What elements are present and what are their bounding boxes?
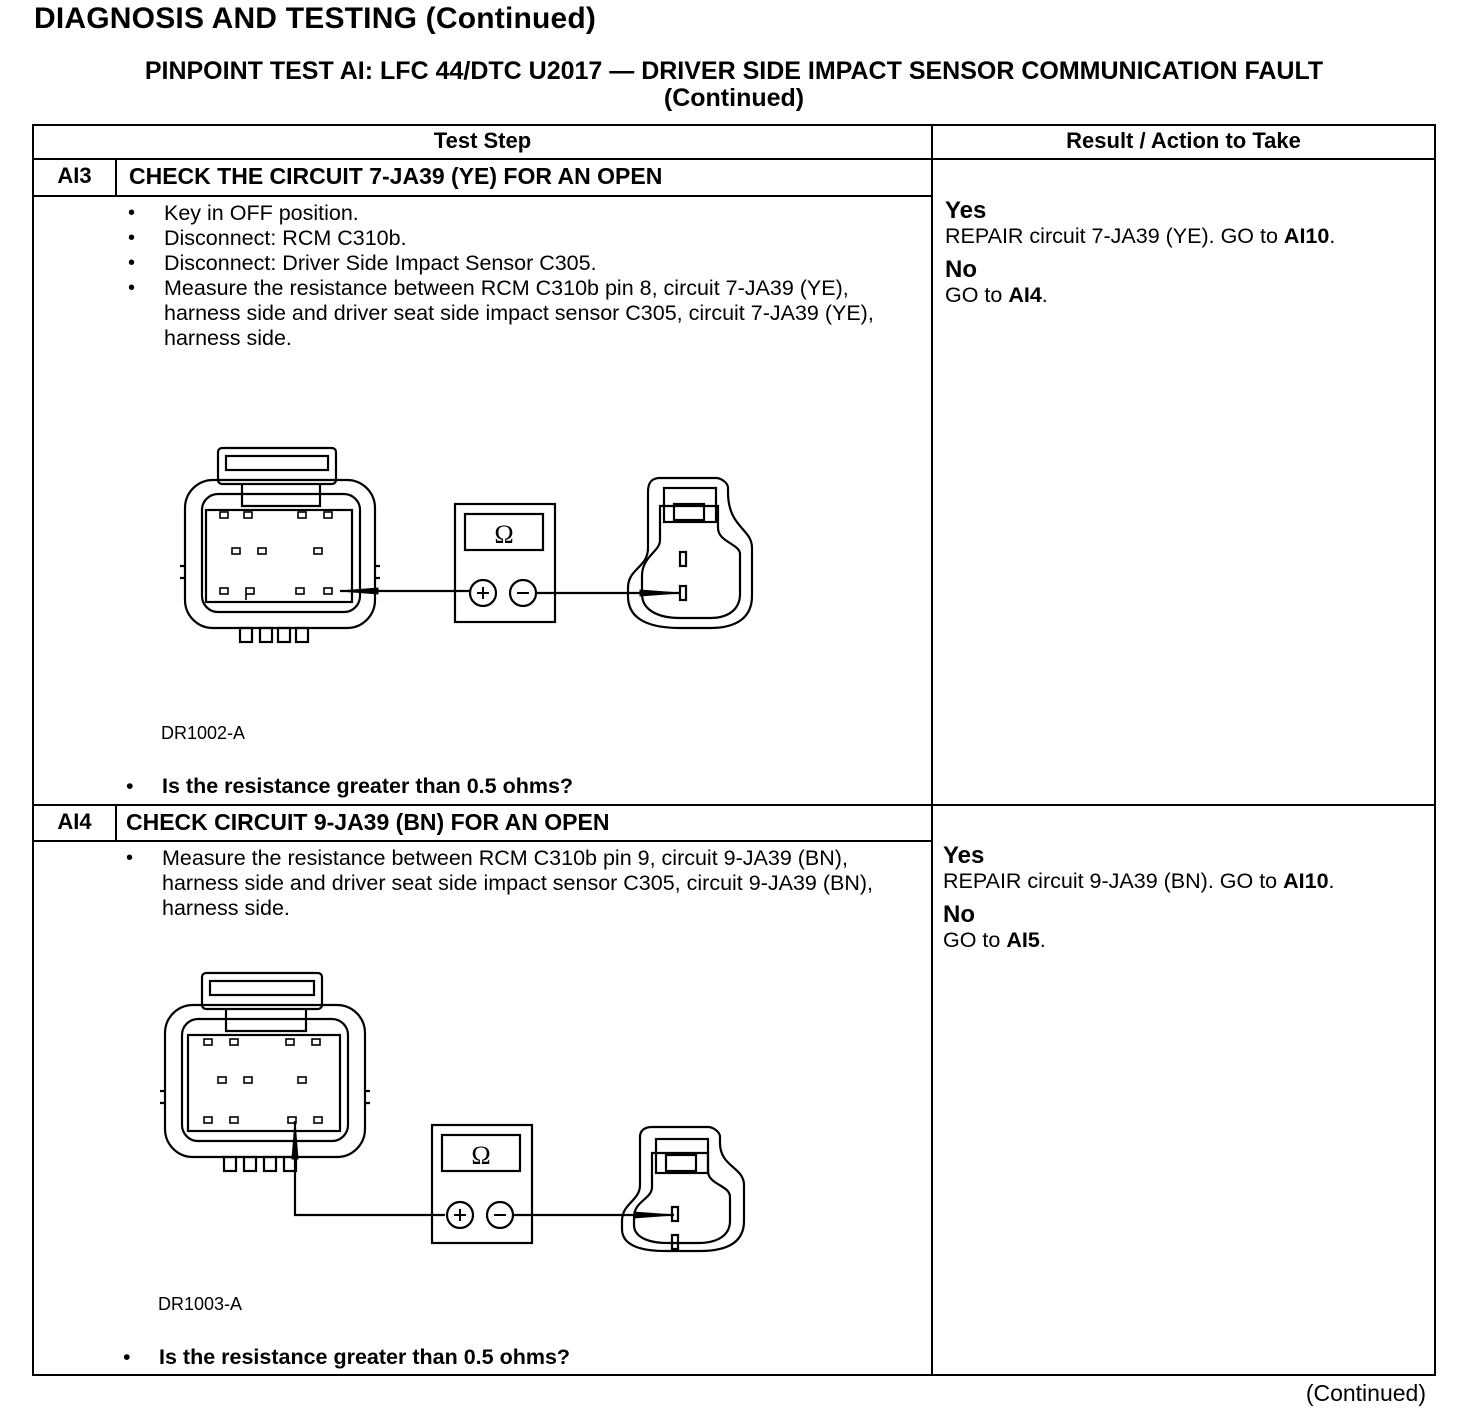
page-title: DIAGNOSIS AND TESTING (Continued) bbox=[34, 2, 597, 35]
sensor-connector-icon bbox=[628, 478, 752, 628]
step-title-ai3: CHECK THE CIRCUIT 7-JA39 (YE) FOR AN OPEN bbox=[129, 163, 663, 189]
table-border-bottom bbox=[32, 1374, 1436, 1376]
header-result-action: Result / Action to Take bbox=[1066, 128, 1301, 153]
table-border-right bbox=[1434, 124, 1436, 1376]
sensor-connector-icon bbox=[622, 1127, 744, 1251]
action-yes-ai3: REPAIR circuit 7-JA39 (YE). GO to AI10. bbox=[945, 224, 1336, 248]
list-item: • Measure the resistance between RCM C310b pin 9, circuit 9-JA39 (BN), harness side and driver seat side impact sensor C305, circuit 9-JA39 (BN), harness side. bbox=[126, 846, 888, 921]
ai4-id-divider bbox=[115, 804, 117, 842]
diagram-dr1003-a bbox=[160, 973, 760, 1243]
rcm-connector-icon bbox=[180, 448, 380, 642]
answer-no-ai3: No bbox=[945, 256, 977, 283]
answer-yes-ai4: Yes bbox=[943, 842, 985, 869]
column-divider bbox=[931, 124, 933, 1376]
link-ai10: AI10 bbox=[1283, 224, 1330, 248]
header-test-step: Test Step bbox=[433, 128, 532, 153]
table-border-left bbox=[32, 124, 34, 1376]
result-ai4 bbox=[943, 843, 1335, 961]
diagram-dr1002-a bbox=[180, 448, 780, 668]
ai4-title-divider bbox=[32, 840, 932, 842]
header-divider bbox=[32, 158, 1436, 160]
step-ai3-instructions bbox=[128, 201, 888, 351]
action-no-ai3: GO to AI4. bbox=[945, 283, 1048, 307]
list-item: • Measure the resistance between RCM C310b pin 8, circuit 7-JA39 (YE), harness side and driver seat side impact sensor C305, circuit 7-JA39 (YE), harness side. bbox=[128, 276, 888, 351]
answer-yes-ai3: Yes bbox=[945, 197, 987, 224]
probe-lead-1 bbox=[295, 1121, 445, 1215]
step-id-ai3: AI3 bbox=[57, 163, 92, 188]
action-no-ai4: GO to AI5. bbox=[943, 928, 1046, 952]
figure-label-ai3: DR1002-A bbox=[161, 723, 246, 743]
action-yes-ai4: REPAIR circuit 9-JA39 (BN). GO to AI10. bbox=[943, 869, 1335, 893]
question-ai3: • Is the resistance greater than 0.5 ohms? bbox=[126, 774, 573, 799]
ai4-row-divider bbox=[32, 804, 1436, 806]
ohmmeter-icon bbox=[432, 1125, 532, 1243]
link-ai4: AI4 bbox=[1008, 283, 1042, 307]
continued-footer: (Continued) bbox=[1305, 1380, 1426, 1406]
step-ai4-instructions bbox=[126, 846, 888, 921]
ohm-symbol: Ω bbox=[494, 520, 514, 549]
rcm-connector-icon bbox=[160, 973, 370, 1171]
list-item: • Disconnect: Driver Side Impact Sensor C305. bbox=[128, 251, 888, 276]
ai3-title-divider bbox=[32, 195, 932, 197]
pinpoint-test-title-line2: (Continued) bbox=[663, 84, 805, 112]
answer-no-ai4: No bbox=[943, 901, 975, 928]
result-ai3 bbox=[945, 198, 1335, 316]
link-ai10: AI10 bbox=[1283, 869, 1329, 893]
list-item: • Key in OFF position. bbox=[128, 201, 888, 226]
pinpoint-test-title-line1: PINPOINT TEST AI: LFC 44/DTC U2017 — DRIVER SIDE IMPACT SENSOR COMMUNICATION FAULT bbox=[144, 57, 1324, 85]
question-ai4: • Is the resistance greater than 0.5 ohms? bbox=[123, 1345, 570, 1370]
list-item: • Disconnect: RCM C310b. bbox=[128, 226, 888, 251]
ai3-id-divider bbox=[115, 158, 117, 196]
step-id-ai4: AI4 bbox=[57, 809, 92, 834]
figure-label-ai4: DR1003-A bbox=[158, 1294, 243, 1314]
ohmmeter-icon bbox=[455, 504, 555, 622]
ohm-symbol: Ω bbox=[471, 1141, 491, 1170]
step-title-ai4: CHECK CIRCUIT 9-JA39 (BN) FOR AN OPEN bbox=[126, 809, 610, 835]
table-border-top bbox=[32, 124, 1436, 126]
link-ai5: AI5 bbox=[1006, 928, 1040, 952]
